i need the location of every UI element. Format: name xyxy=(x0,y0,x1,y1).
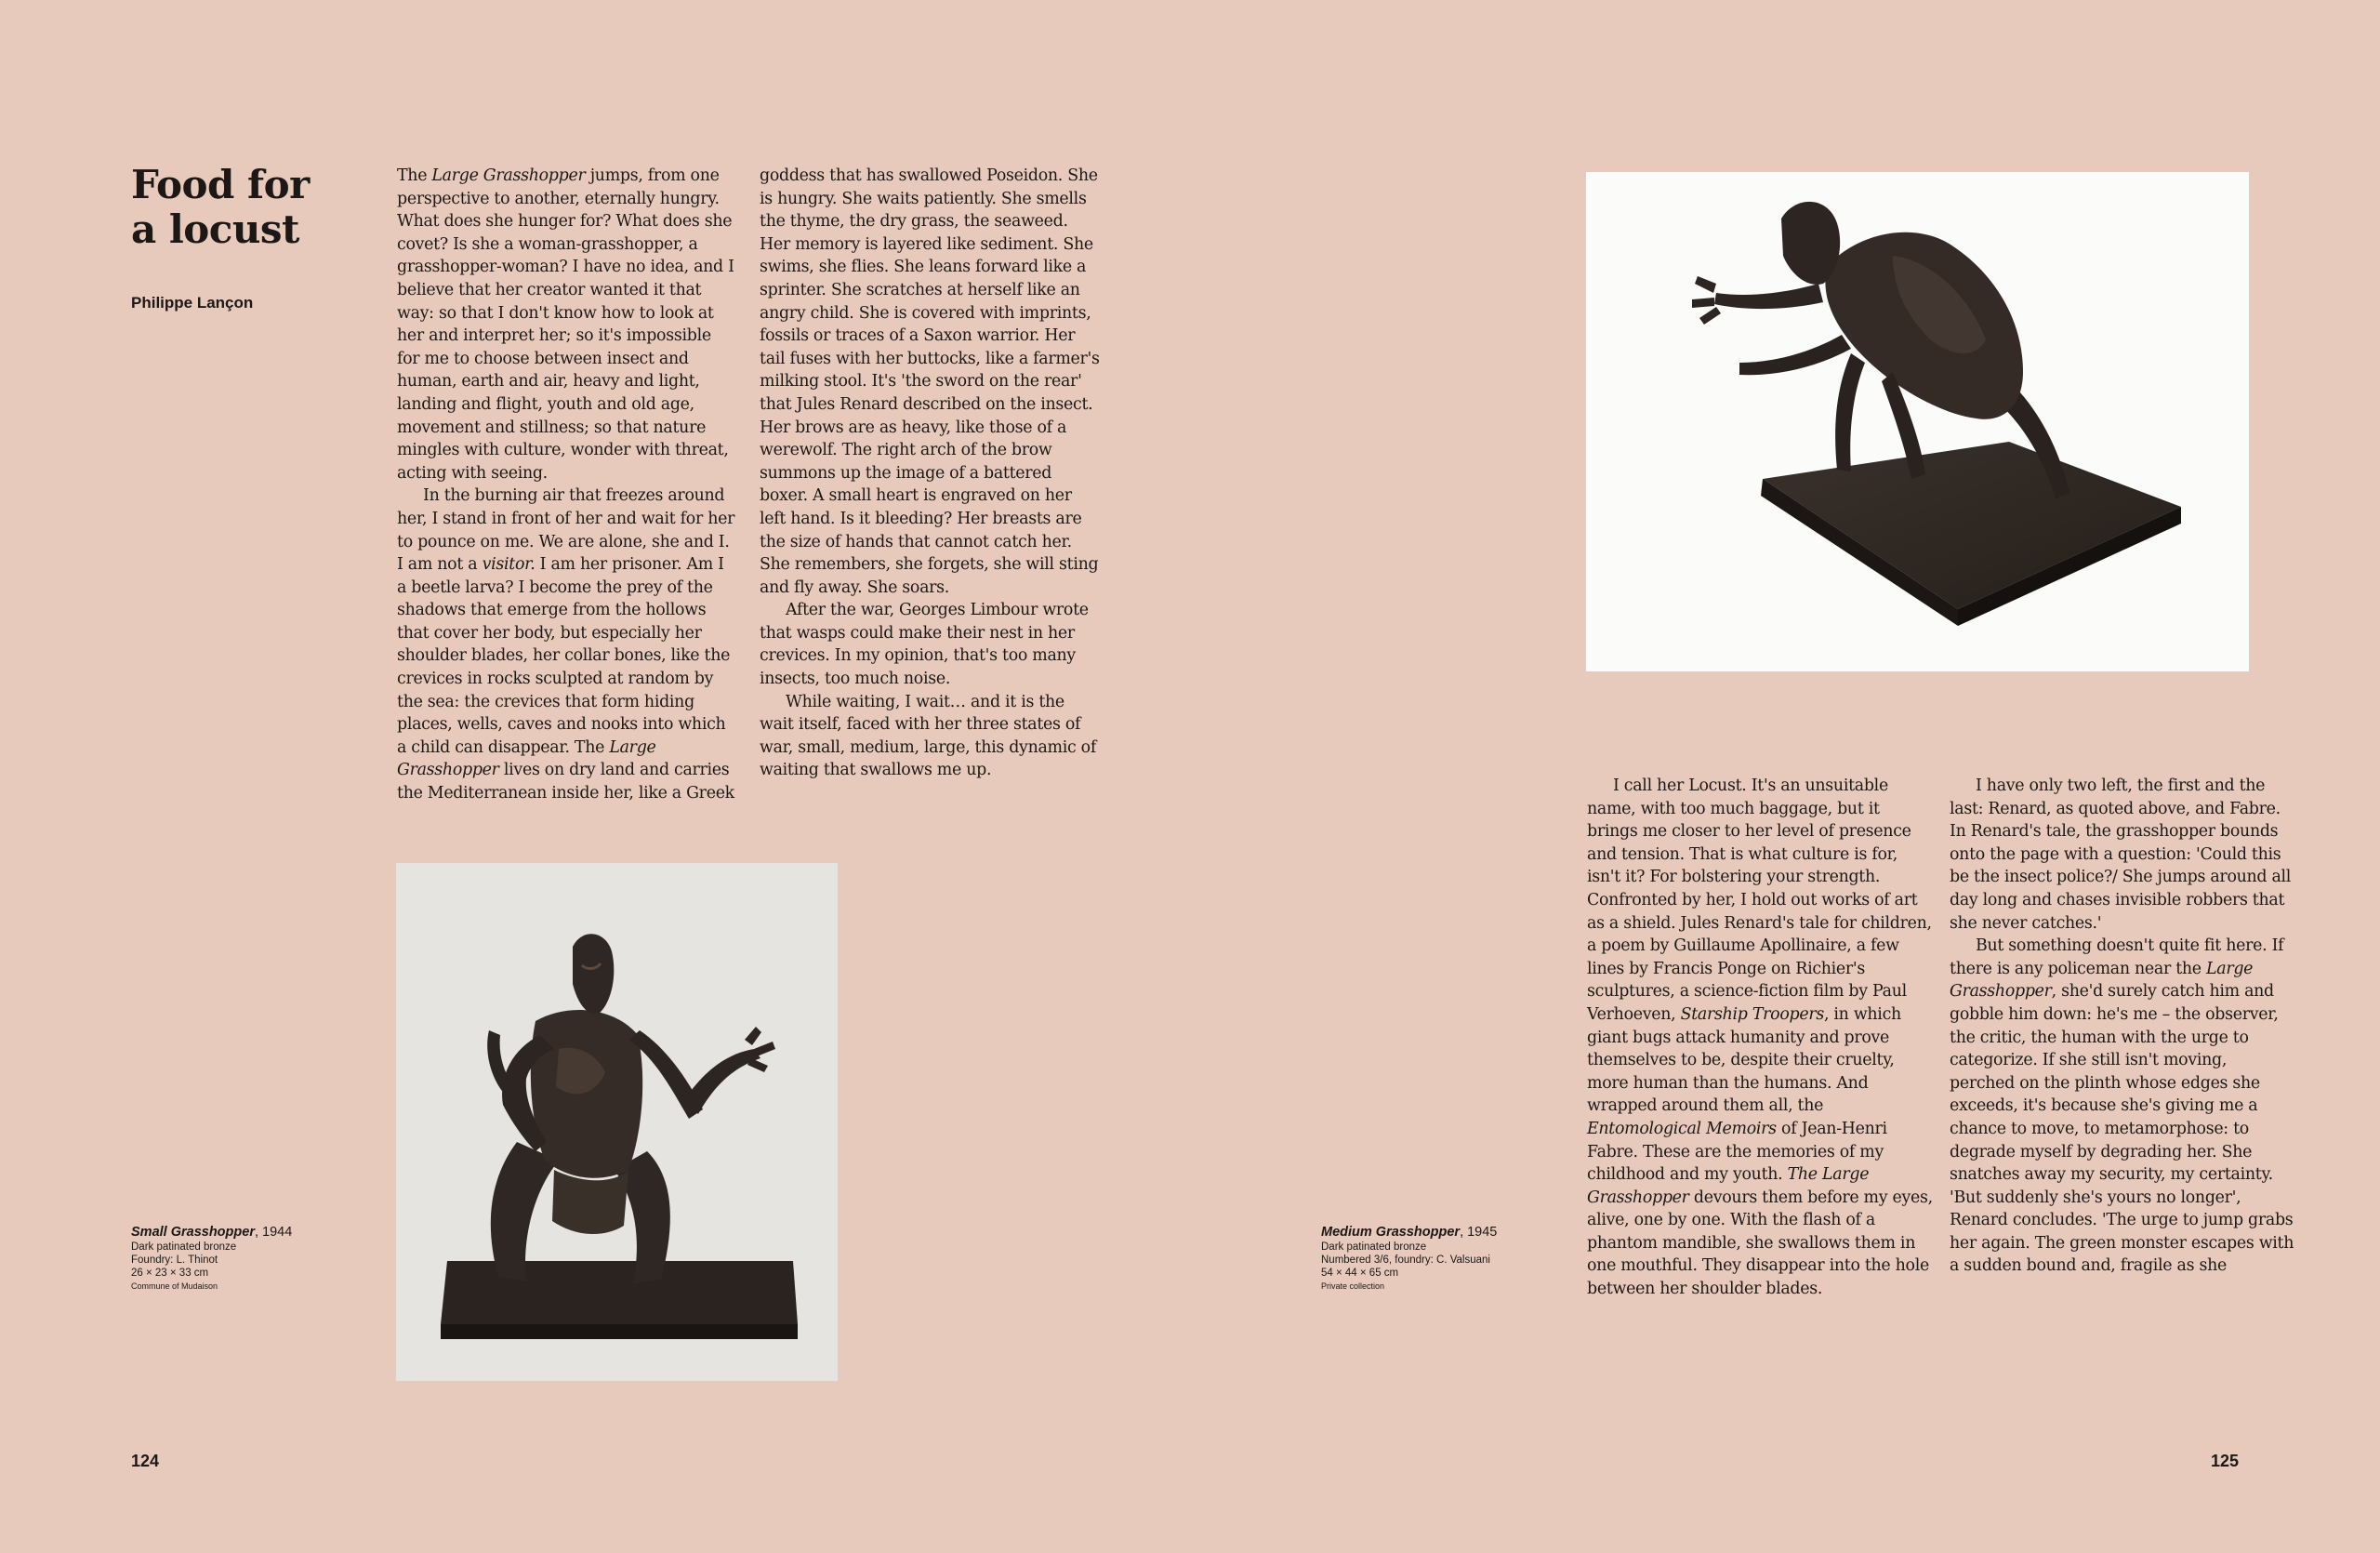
paragraph: I call her Locust. It's an unsuitable name, with too much baggage, but it brings me closer to her level of presence and tension. That is what culture is for, isn't it? For bolstering your strength. Confronted by her, I hold out works of art as a shield. Jules Renard's tale for children, a poem by Guillaume Apollinaire, a few lines by Francis Ponge on Richier's sculptures, a science-fiction film by Paul Verhoeven, Starship Troopers, in which giant bugs attack humanity and prove themselves to be, despite their cruelty, more human than the humans. And wrapped around them all, the Entomological Memoirs of Jean-Henri Fabre. These are the memories of my childhood and my youth. The Large Grasshopper devours them before my eyes, alive, one by one. With the flash of a phantom mandible, she swallows them in one mouthful. They disappear into the hole between her shoulder blades. xyxy=(1587,776,1933,1299)
caption-small-grasshopper: Small Grasshopper, 1944 Dark patinated bronze Foundry: L. Thinot 26 × 23 × 33 cm Commune of Mudaison xyxy=(131,1225,293,1291)
paragraph: goddess that has swallowed Poseidon. She is hungry. She waits patiently. She smells the thyme, the dry grass, the seaweed. Her memory is layered like sediment. She swims, she flies. She leans forward like a sprinter. She scratches at herself like an angry child. She is covered with imprints, fossils or traces of a Saxon warrior. Her tail fuses with her buttocks, like a farmer's milking stool. It's 'the sword on the rear' that Jules Renard described on the insect. Her brows are as heavy, like those of a werewolf. The right arch of the brow summons up the image of a battered boxer. A small heart is engraved on her left hand. Is it bleeding? Her breasts are the size of hands that cannot catch her. She remembers, she forgets, she will sting and fly away. She soars. xyxy=(760,166,1100,597)
medium-grasshopper-sculpture xyxy=(1586,172,2249,671)
small-grasshopper-sculpture xyxy=(396,863,838,1381)
paragraph: But something doesn't quite fit here. If there is any policeman near the Large Grasshopper, she'd surely catch him and gobble him down: he's me – the observer, the critic, the human with the urge to categorize. If she still isn't moving, perched on the plinth whose edges she exceeds, it's because she's giving me a chance to move, to metamorphose: to degrade myself by degrading her. She snatches away my security, my certainty. 'But suddenly she's yours no longer', Renard concludes. 'The urge to jump grabs her again. The green monster escapes with a sudden bound and, fragile as she xyxy=(1950,936,2294,1276)
caption-title: Small Grasshopper xyxy=(131,1225,255,1240)
paragraph: The Large Grasshopper jumps, from one perspective to another, eternally hungry. What does she hunger for? What does she covet? Is she a woman-grasshopper, a grasshopper-woman? I have no idea, and I believe that her creator wanted it that way: so that I don't know how to look at her and interpret her; so it's impossible for me to choose between insect and human, earth and air, heavy and light, landing and flight, youth and old age, movement and stillness; so that nature mingles with culture, wonder with threat, acting with seeing. xyxy=(397,166,734,483)
author-name: Philippe Lançon xyxy=(131,294,254,312)
caption-medium-grasshopper: Medium Grasshopper, 1945 Dark patinated bronze Numbered 3/6, foundry: C. Valsuani 54 × 44 × 65 cm Private collection xyxy=(1321,1225,1498,1291)
medium-grasshopper-photo xyxy=(1586,172,2249,671)
text-column-4 xyxy=(1950,775,2295,1278)
paragraph: After the war, Georges Limbour wrote that wasps could make their nest in her crevices. In my opinion, that's too many insects, too much noise. xyxy=(760,601,1089,689)
page-number-right: 125 xyxy=(2211,1452,2240,1470)
plinth xyxy=(441,1261,798,1324)
title-line-1: Food for xyxy=(131,162,310,207)
paragraph: While waiting, I wait… and it is the wait itself, faced with her three states of war, small, medium, large, this dynamic of waiting that swallows me up. xyxy=(760,692,1096,780)
page-number-left: 124 xyxy=(131,1452,160,1470)
paragraph: In the burning air that freezes around her, I stand in front of her and wait for her to pounce on me. We are alone, she and I. I am not a visitor. I am her prisoner. Am I a beetle larva? I become the prey of the shadows that emerge from the hollows that cover her body, but especially her shoulder blades, her collar bones, like the crevices in rocks sculpted at random by the sea: the crevices that form hiding places, wells, caves and nooks into which a child can disappear. The Large Grasshopper lives on dry land and carries the Mediterranean inside her, like a Greek xyxy=(397,486,735,803)
small-grasshopper-photo xyxy=(396,863,838,1381)
paragraph: I have only two left, the first and the last: Renard, as quoted above, and Fabre. In Renard's tale, the grasshopper bounds onto the page with a question: 'Could this be the insect police?/ She jumps around all day long and chases invisible robbers that she never catches.' xyxy=(1950,776,2292,933)
caption-title: Medium Grasshopper xyxy=(1321,1225,1461,1240)
text-column-3 xyxy=(1587,775,1935,1301)
title-line-2: a locust xyxy=(131,206,299,252)
text-column-2 xyxy=(760,165,1102,782)
text-column-1 xyxy=(397,165,737,805)
article-title xyxy=(131,163,310,252)
